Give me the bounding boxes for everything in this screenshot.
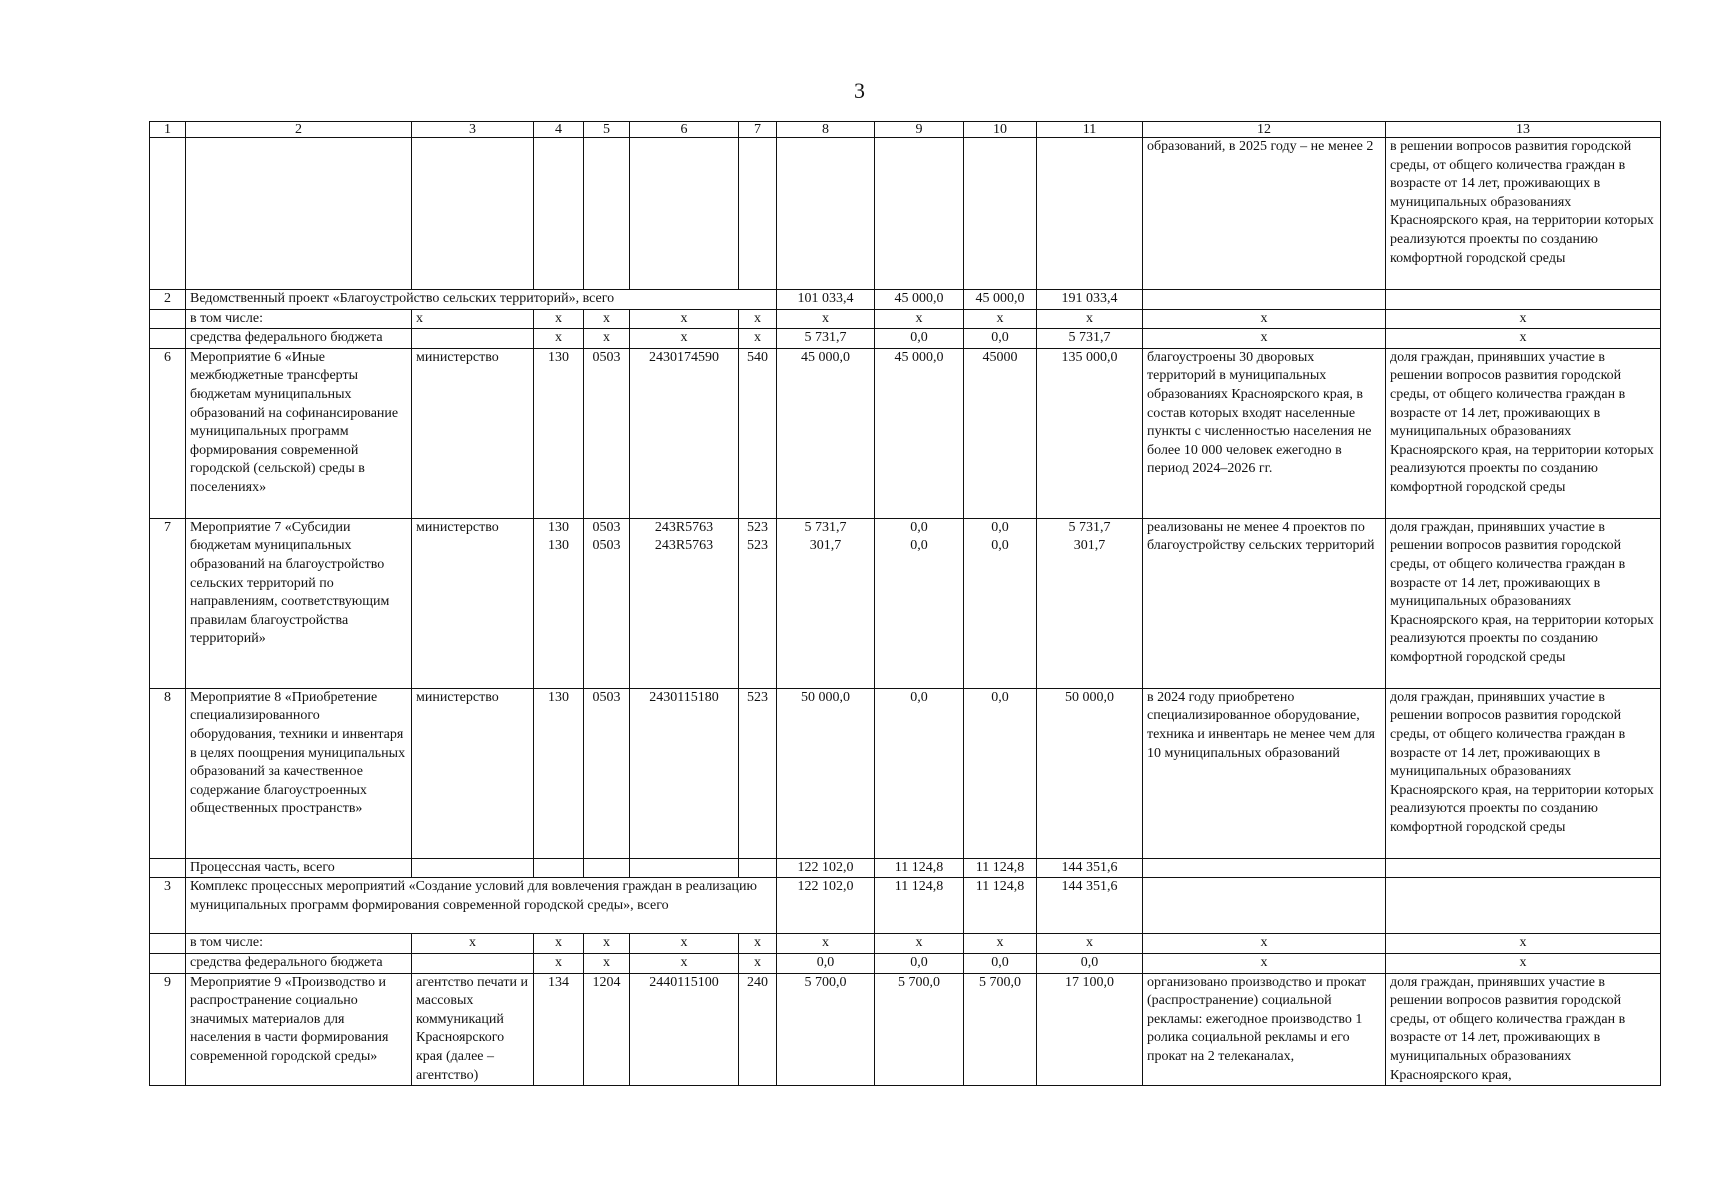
marker-cell: х [1386,329,1661,349]
marker-cell: х [534,953,584,973]
row-title: Ведомственный проект «Благоустройство сельских территорий», всего [186,290,777,310]
amount-cell: 11 124,8 [875,878,964,934]
indicator-cell: доля граждан, принявших участие в решении вопросов развития городской среды, от общего количества граждан в возрасте от 14 лет, проживающих в муниципальных образованиях Красноярского края, [1386,973,1661,1086]
result-cell: организовано производство и прокат (распространение) социальной рекламы: ежегодное производство 1 ролика социальной рекламы и его прокат на 2 телеканалах, [1143,973,1386,1086]
amount-cell: 5 700,0 [777,973,875,1086]
code-line: 243R5763 [654,538,714,554]
row-number: 6 [150,348,186,518]
table-row [150,348,1661,518]
row-number: 7 [150,518,186,688]
amount-cell: 0,0 [964,329,1037,349]
marker-cell: х [584,309,630,329]
header-cell: 9 [875,122,964,138]
table-row [150,858,1661,878]
marker-cell: х [584,329,630,349]
amount-cell: 11 124,8 [964,858,1037,878]
code-cell: 240 [739,973,777,1086]
marker-cell: х [739,953,777,973]
marker-cell: х [777,934,875,954]
executor-cell: агентство печати и массовых коммуникаций Красноярского края (далее – агентство) [412,973,534,1086]
amount-line: 0,0 [991,519,1009,535]
amount-cell: 0,0 [964,688,1037,858]
amount-line: 0,0 [910,538,928,554]
code-cell: 130 [534,688,584,858]
marker-cell: х [1143,953,1386,973]
marker-cell: х [964,934,1037,954]
code-cell: 2430115180 [630,688,739,858]
table-row [150,953,1661,973]
marker-cell: х [630,329,739,349]
amount-cell: 5 731,7 [777,329,875,349]
header-cell: 2 [186,122,412,138]
result-cell: в 2024 году приобретено специализированное оборудование, техника и инвентарь не менее чем для 10 муниципальных образований [1143,688,1386,858]
amount-cell: 5 700,0 [875,973,964,1086]
header-cell: 10 [964,122,1037,138]
marker-cell: х [534,329,584,349]
result-cell: благоустроены 30 дворовых территорий в муниципальных образованиях Красноярского края, в состав которых входят населенные пункты с численностью населения не более 10 000 человек ежегодно в период 2024–2026 гг. [1143,348,1386,518]
code-cell: 0503 [584,348,630,518]
table-row [150,290,1661,310]
amount-cell: 144 351,6 [1037,878,1143,934]
marker-cell: х [1143,309,1386,329]
code-cell: 130 [534,348,584,518]
header-cell: 13 [1386,122,1661,138]
marker-cell: х [875,934,964,954]
header-cell: 7 [739,122,777,138]
activity-name: Мероприятие 7 «Субсидии бюджетам муниципальных образований на благоустройство сельских территорий по направлениям, соответствующим правилам благоустройства территорий» [186,518,412,688]
amount-cell: 50 000,0 [1037,688,1143,858]
amount-cell: 122 102,0 [777,878,875,934]
marker-cell: х [964,309,1037,329]
amount-cell: 144 351,6 [1037,858,1143,878]
marker-cell: х [534,309,584,329]
row-title: Комплекс процессных мероприятий «Создание условий для вовлечения граждан в реализацию муниципальных программ формирования современной городской среды», всего [186,878,777,934]
code-cell: 540 [739,348,777,518]
row-number: 8 [150,688,186,858]
header-cell: 6 [630,122,739,138]
amount-cell: 5 731,7 [1037,329,1143,349]
code-cell: 523 [739,688,777,858]
amount-cell: 5 700,0 [964,973,1037,1086]
code-line: 130 [548,538,569,554]
executor-cell: министерство [412,688,534,858]
amount-cell: 135 000,0 [1037,348,1143,518]
row-label: в том числе: [186,309,412,329]
marker-cell: х [1386,934,1661,954]
amount-cell: 191 033,4 [1037,290,1143,310]
row-number: 9 [150,973,186,1086]
marker-cell: х [739,329,777,349]
activity-name: Мероприятие 9 «Производство и распространение социально значимых материалов для населения в части формирования современной городской среды» [186,973,412,1086]
marker-cell: х [1037,309,1143,329]
row-title: Процессная часть, всего [186,858,412,878]
amount-cell: 0,0 [875,953,964,973]
page-number: 3 [854,78,865,103]
table-row [150,309,1661,329]
indicator-cell: доля граждан, принявших участие в решении вопросов развития городской среды, от общего количества граждан в возрасте от 14 лет, проживающих в муниципальных образованиях Красноярского края, на территории которых реализуются проекты по созданию комфортной городской среды [1386,518,1661,688]
marker-cell: х [1143,934,1386,954]
row-label: средства федерального бюджета [186,329,412,349]
table-row [150,973,1661,1086]
row-label: средства федерального бюджета [186,953,412,973]
table-row [150,688,1661,858]
table-row [150,518,1661,688]
marker-cell: х [412,309,534,329]
table-row [150,138,1661,290]
amount-cell: 17 100,0 [1037,973,1143,1086]
code-line: 0503 [592,519,621,535]
amount-cell: 0,0 [777,953,875,973]
marker-cell: х [1143,329,1386,349]
amount-cell: 0,0 [875,688,964,858]
code-cell [739,518,777,688]
amount-cell: 45 000,0 [964,290,1037,310]
header-cell: 5 [584,122,630,138]
code-line: 523 [747,538,768,554]
table-row [150,934,1661,954]
marker-cell: х [630,953,739,973]
header-cell: 4 [534,122,584,138]
marker-cell: х [630,309,739,329]
code-line: 0503 [592,538,621,554]
indicator-cell: доля граждан, принявших участие в решении вопросов развития городской среды, от общего количества граждан в возрасте от 14 лет, проживающих в муниципальных образованиях Красноярского края, на территории которых реализуются проекты по созданию комфортной городской среды [1386,688,1661,858]
marker-cell: х [777,309,875,329]
amount-cell: 122 102,0 [777,858,875,878]
code-cell: 1204 [584,973,630,1086]
marker-cell: х [412,934,534,954]
amount-cell: 0,0 [964,953,1037,973]
amount-cell: 45 000,0 [875,348,964,518]
table-header-row [150,122,1661,138]
amount-cell: 101 033,4 [777,290,875,310]
amount-cell: 50 000,0 [777,688,875,858]
amount-cell [964,518,1037,688]
amount-cell: 0,0 [1037,953,1143,973]
amount-cell: 45000 [964,348,1037,518]
marker-cell: х [1386,309,1661,329]
amount-cell [875,518,964,688]
row-number: 2 [150,290,186,310]
header-cell: 12 [1143,122,1386,138]
marker-cell: х [1037,934,1143,954]
amount-line: 5 731,7 [1068,519,1111,535]
result-cell: образований, в 2025 году – не менее 2 [1143,138,1386,290]
amount-line: 5 731,7 [804,519,847,535]
amount-cell: 11 124,8 [964,878,1037,934]
amount-cell: 45 000,0 [777,348,875,518]
marker-cell: х [534,934,584,954]
indicator-cell: доля граждан, принявших участие в решении вопросов развития городской среды, от общего количества граждан в возрасте от 14 лет, проживающих в муниципальных образованиях Красноярского края, на территории которых реализуются проекты по созданию комфортной городской среды [1386,348,1661,518]
marker-cell: х [1386,953,1661,973]
table-row [150,878,1661,934]
activity-name: Мероприятие 6 «Иные межбюджетные трансферты бюджетам муниципальных образований на софинансирование муниципальных программ формирования современной городской (сельской) среды в поселениях» [186,348,412,518]
code-line: 523 [747,519,768,535]
program-activities-table [149,121,1661,1086]
code-cell [584,518,630,688]
code-cell: 134 [534,973,584,1086]
amount-line: 301,7 [809,538,842,554]
marker-cell: х [875,309,964,329]
indicator-cell: в решении вопросов развития городской среды, от общего количества граждан в возрасте от 14 лет, проживающих в муниципальных образованиях Красноярского края, на территории которых реализуются проекты по созданию комфортной городской среды [1386,138,1661,290]
marker-cell: х [739,309,777,329]
header-cell: 11 [1037,122,1143,138]
code-line: 130 [548,519,569,535]
marker-cell: х [630,934,739,954]
executor-cell: министерство [412,348,534,518]
activity-name: Мероприятие 8 «Приобретение специализированного оборудования, техники и инвентаря в целях поощрения муниципальных образований за качественное содержание благоустроенных общественных пространств» [186,688,412,858]
amount-line: 301,7 [1073,538,1106,554]
executor-cell: министерство [412,518,534,688]
code-cell [630,518,739,688]
code-cell [534,518,584,688]
code-cell: 2440115100 [630,973,739,1086]
result-cell: реализованы не менее 4 проектов по благоустройству сельских территорий [1143,518,1386,688]
amount-cell: 11 124,8 [875,858,964,878]
row-number: 3 [150,878,186,934]
marker-cell: х [739,934,777,954]
code-line: 243R5763 [654,519,714,535]
header-cell: 1 [150,122,186,138]
code-cell: 2430174590 [630,348,739,518]
amount-cell: 45 000,0 [875,290,964,310]
amount-cell [1037,518,1143,688]
row-label: в том числе: [186,934,412,954]
amount-line: 0,0 [910,519,928,535]
header-cell: 3 [412,122,534,138]
amount-cell: 0,0 [875,329,964,349]
table-row [150,329,1661,349]
marker-cell: х [584,934,630,954]
marker-cell: х [584,953,630,973]
header-cell: 8 [777,122,875,138]
amount-line: 0,0 [991,538,1009,554]
amount-cell [777,518,875,688]
code-cell: 0503 [584,688,630,858]
